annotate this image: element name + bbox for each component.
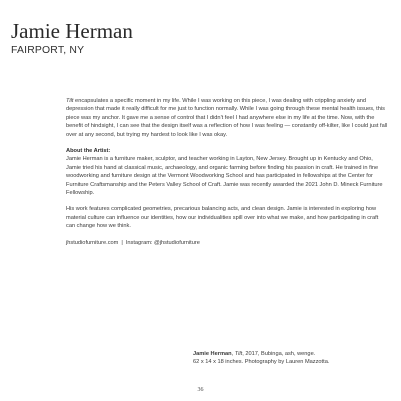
- website-link[interactable]: jhstudiofurniture.com: [66, 239, 119, 246]
- artist-text-block: [66, 97, 388, 247]
- about-the-artist-heading: About the Artist:: [66, 148, 111, 155]
- caption-line-1: Jamie Herman, Tilt, 2017, Bubinga, ash, wenge.: [193, 351, 316, 357]
- artist-name-heading: Jamie Herman: [11, 19, 133, 43]
- statement-body: encapsulates a specific moment in my life. While I was working on this piece, I was dealing with crippling anxiety and depression that made it really difficult for me just to function normally. While I was going through these mental health issues, this piece was my anchor. It gave me a sense of control that I didn't feel I had anywhere else in my life at the time. Now, with the benefit of hindsight, I can see that the design itself was a reflection of how I was feeling — constantly off-kilter, like I could just fall over at any second, but trying my hardest to look like I was okay.: [66, 98, 388, 138]
- caption-artwork-title: Tilt: [234, 351, 243, 357]
- link-separator: |: [121, 239, 123, 246]
- caption-artist-name: Jamie Herman: [193, 351, 232, 357]
- artist-statement: [66, 97, 388, 139]
- caption-details-1: , 2017, Bubinga, ash, wenge.: [242, 351, 316, 357]
- statement-artwork-title: Tilt: [66, 98, 74, 104]
- page-number: 36: [197, 387, 204, 393]
- bio-paragraph-2: His work features complicated geometries, precarious balancing acts, and clean design. Jamie is interested in exploring how material culture can influence our identities, how our individualities spill over into what we make, and how participating in craft can change how we think.: [66, 206, 379, 230]
- artist-links: [66, 239, 388, 247]
- artist-location: FAIRPORT, NY: [11, 45, 85, 56]
- instagram-link[interactable]: Instagram: @jhstudiofurniture: [125, 239, 200, 246]
- artwork-caption: [193, 350, 393, 367]
- caption-details-2: 62 x 14 x 18 inches. Photography by Lauren Mazzotta.: [193, 359, 330, 366]
- bio-paragraph-1: Jamie Herman is a furniture maker, sculptor, and teacher working in Layton, New Jersey. Brought up in Kentucky and Ohio, Jamie tried his hand at classical music, archaeology, and organic farming before finding his passion in craft. He trained in fine woodworking and furniture design at the Vermont Woodworking School and has participated in fellowships at the Center for Furniture Craftsmanship and the Peters Valley School of Craft. Jamie was recently awarded the 2021 John D. Mineck Furniture Fellowship.: [66, 156, 383, 197]
